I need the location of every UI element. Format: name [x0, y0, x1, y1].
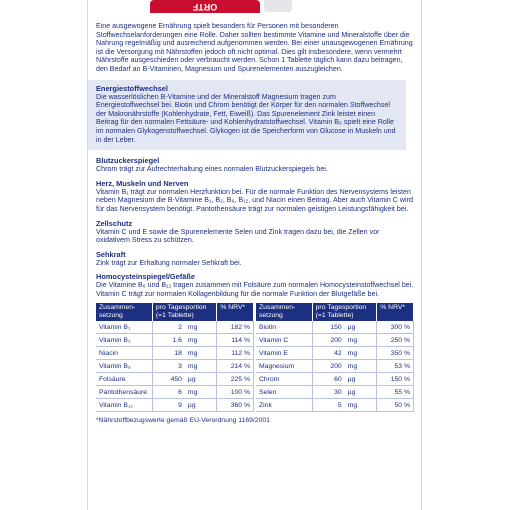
- section-text: Chrom trägt zur Aufrechterhaltung eines normalen Blutzuckerspiegels bei.: [96, 165, 328, 174]
- nutrient-amount: [152, 334, 216, 347]
- amount-value: 6: [178, 388, 182, 396]
- table-row: [256, 373, 414, 386]
- nutrition-table-right: [256, 303, 414, 412]
- header-composition: Zusammen-setzung: [96, 303, 152, 321]
- section-text: Die Vitamine B₆ und B₁₂ tragen zusammen mit Folsäure zum normalen Homocysteinstoffwechsel bei. Vitamin C trägt zur normalen Kollagenbildung für die normale Funktion der Blutgefäße bei.: [96, 281, 414, 298]
- section-text: Zink trägt zur Erhaltung normaler Sehkraft bei.: [96, 258, 242, 267]
- nutrient-name: Vitamin E: [256, 347, 312, 360]
- nutrient-name: Vitamin B₁₂: [96, 399, 152, 412]
- amount-unit: mg: [187, 362, 198, 370]
- section-title: Sehkraft: [96, 249, 126, 259]
- amount-value: 450: [170, 375, 182, 383]
- brand-logo-badge: [264, 0, 292, 12]
- header-composition: Zusammen-setzung: [256, 303, 312, 321]
- nutrient-name: Chrom: [256, 373, 312, 386]
- amount-unit: mg: [347, 336, 358, 344]
- nutrient-amount: [312, 347, 377, 360]
- section-title: Blutzuckerspiegel: [96, 156, 160, 166]
- amount-unit: µg: [187, 375, 196, 383]
- nutrient-name: Zink: [256, 399, 312, 412]
- amount-value: 200: [330, 336, 342, 344]
- nutrient-amount: [152, 347, 216, 360]
- nutrient-nrv: 100 %: [217, 386, 254, 399]
- nutrient-nrv: 55 %: [377, 386, 414, 399]
- table-header-row: [96, 303, 254, 321]
- header-nrv: % NRV*: [217, 303, 254, 321]
- table-row: [256, 360, 414, 373]
- nutrient-amount: [312, 399, 377, 412]
- amount-unit: µg: [347, 323, 356, 331]
- amount-unit: mg: [187, 349, 198, 357]
- table-row: [256, 386, 414, 399]
- nutrient-nrv: 350 %: [377, 347, 414, 360]
- nutrient-amount: [312, 334, 377, 347]
- section-heart-muscles-nerves: [96, 179, 414, 214]
- section-text: Vitamin C und E sowie die Spurenelemente Selen und Zink tragen dazu bei, die Zellen vor oxidativem Stress zu schützen.: [96, 227, 380, 245]
- nutrient-name: Folsäure: [96, 373, 152, 386]
- amount-unit: µg: [187, 401, 196, 409]
- nutrient-nrv: 360 %: [217, 399, 254, 412]
- header-nrv: % NRV*: [377, 303, 414, 321]
- amount-unit: mg: [347, 362, 358, 370]
- amount-value: 200: [330, 362, 342, 370]
- amount-unit: mg: [347, 401, 358, 409]
- nutrient-nrv: 225 %: [217, 373, 254, 386]
- amount-value: 18: [174, 349, 182, 357]
- nutrient-nrv: 53 %: [377, 360, 414, 373]
- nutrient-nrv: 182 %: [217, 321, 254, 334]
- nutrient-amount: [312, 373, 377, 386]
- nutrient-amount: [312, 360, 377, 373]
- nutrition-tables: [96, 303, 414, 412]
- energy-title: Energiestoffwechsel: [96, 83, 168, 93]
- amount-unit: mg: [187, 323, 198, 331]
- nutrient-amount: [152, 360, 216, 373]
- nutrient-name: Vitamin C: [256, 334, 312, 347]
- amount-value: 30: [334, 388, 342, 396]
- nutrient-amount: [152, 321, 216, 334]
- amount-unit: mg: [187, 388, 198, 396]
- amount-unit: mg: [347, 349, 358, 357]
- amount-value: 9: [178, 401, 182, 409]
- footnote: *Nährstoffbezugswerte gemäß EU-Verordnung 1169/2001: [96, 417, 270, 425]
- nutrient-nrv: 150 %: [377, 373, 414, 386]
- amount-unit: µg: [347, 375, 356, 383]
- section-title: Homocysteinspiegel/Gefäße: [96, 272, 195, 282]
- table-row: [96, 386, 254, 399]
- nutrient-amount: [312, 386, 377, 399]
- nutrient-name: Vitamin B₆: [96, 360, 152, 373]
- nutrient-nrv: 300 %: [377, 321, 414, 334]
- table-row: [256, 334, 414, 347]
- header-per-day: pro Tagesportion (=1 Tablette): [312, 303, 377, 321]
- nutrition-table-left: [96, 303, 254, 412]
- section-title: Zellschutz: [96, 218, 133, 228]
- header-per-day: pro Tagesportion (=1 Tablette): [152, 303, 216, 321]
- section-cell-protection: [96, 219, 414, 245]
- nutrient-name: Pantothensäure: [96, 386, 152, 399]
- amount-value: 3: [178, 362, 182, 370]
- amount-value: 42: [334, 349, 342, 357]
- amount-unit: mg: [187, 336, 198, 344]
- nutrient-name: Niacin: [96, 347, 152, 360]
- table-row: [96, 334, 254, 347]
- nutrient-nrv: 114 %: [217, 334, 254, 347]
- nutrient-nrv: 214 %: [217, 360, 254, 373]
- section-text: Vitamin B₁ trägt zur normalen Herzfunktion bei. Für die normale Funktion des Nervensystems leisten neben Magnesium die B-Vitamine B₁, B₂, B₆, B₁₂, und Niacin einen Beitrag. Aber auch Vitamin C wird für das Nervensystem benötigt. Pantothensäure trägt zur normalen geistigen Leistungsfähigkeit bei.: [96, 187, 413, 213]
- package-text-content: [96, 22, 414, 424]
- amount-value: 2: [178, 323, 182, 331]
- amount-unit: µg: [347, 388, 356, 396]
- nutrient-amount: [152, 399, 216, 412]
- energy-section: [88, 80, 406, 151]
- nutrient-name: Biotin: [256, 321, 312, 334]
- nutrient-amount: [312, 321, 377, 334]
- table-row: [256, 347, 414, 360]
- table-header-row: [256, 303, 414, 321]
- table-row: [96, 373, 254, 386]
- nutrient-name: Selen: [256, 386, 312, 399]
- nutrient-name: Vitamin B₂: [96, 334, 152, 347]
- product-package-back: [87, 0, 422, 510]
- amount-value: 60: [334, 375, 342, 383]
- nutrient-name: Vitamin B₁: [96, 321, 152, 334]
- amount-value: 5: [337, 401, 342, 409]
- nutrient-amount: [152, 373, 216, 386]
- section-blood-sugar: [96, 156, 414, 174]
- nutrient-nrv: 250 %: [377, 334, 414, 347]
- nutrient-nrv: 112 %: [217, 347, 254, 360]
- table-row: [256, 399, 414, 412]
- table-row: [96, 360, 254, 373]
- intro-text: Eine ausgewogene Ernährung spielt besonders für Personen mit besonderen Stoffwechselanforderungen eine Rolle. Daher sollten bestimmte Vitamine und Mineralstoffe über die Nahrung regelmäßig und ausreichend aufgenommen werden. Bei einer unausgewogenen Ernährung ist die Versorgung mit Nährstoffen jedoch oft nicht optimal. Dies gilt insbesondere, wenn vermehrt Nährstoffe ausgeschieden oder verbraucht werden. Schon 1 Tablette täglich kann dazu beitragen, den Bedarf an B-Vitaminen, Magnesium und Spurenelementen auszugleichen.: [96, 22, 413, 73]
- section-title: Herz, Muskeln und Nerven: [96, 178, 189, 188]
- nutrient-nrv: 50 %: [377, 399, 414, 412]
- amount-value: 150: [330, 323, 342, 331]
- amount-value: 1.6: [172, 336, 182, 344]
- brand-logo: ORTF: [150, 0, 260, 13]
- energy-text: Die wasserlöslichen B-Vitamine und der Mineralstoff Magnesium tragen zum Energiestoffwechsel bei. Biotin und Chrom benötigt der Körper für den normalen Stoffwechsel der Makronährstoffe (Kohlenhydrate, Fett, Eiweiß). Das Spurenelement Zink leistet einen Beitrag für den normalen Fettsäure- und Kohlenhydratstoffwechsel. Vitamin B₆ spielt eine Rolle im normalen Glykogenstoffwechsel. Glykogen ist die Speicherform von Glucose in Muskeln und in der Leber.: [96, 92, 396, 144]
- nutrient-amount: [152, 386, 216, 399]
- table-row: [96, 321, 254, 334]
- table-row: [96, 399, 254, 412]
- section-vision: [96, 250, 414, 268]
- table-row: [256, 321, 414, 334]
- table-row: [96, 347, 254, 360]
- nutrient-name: Magnesium: [256, 360, 312, 373]
- section-homocysteine: [96, 272, 414, 298]
